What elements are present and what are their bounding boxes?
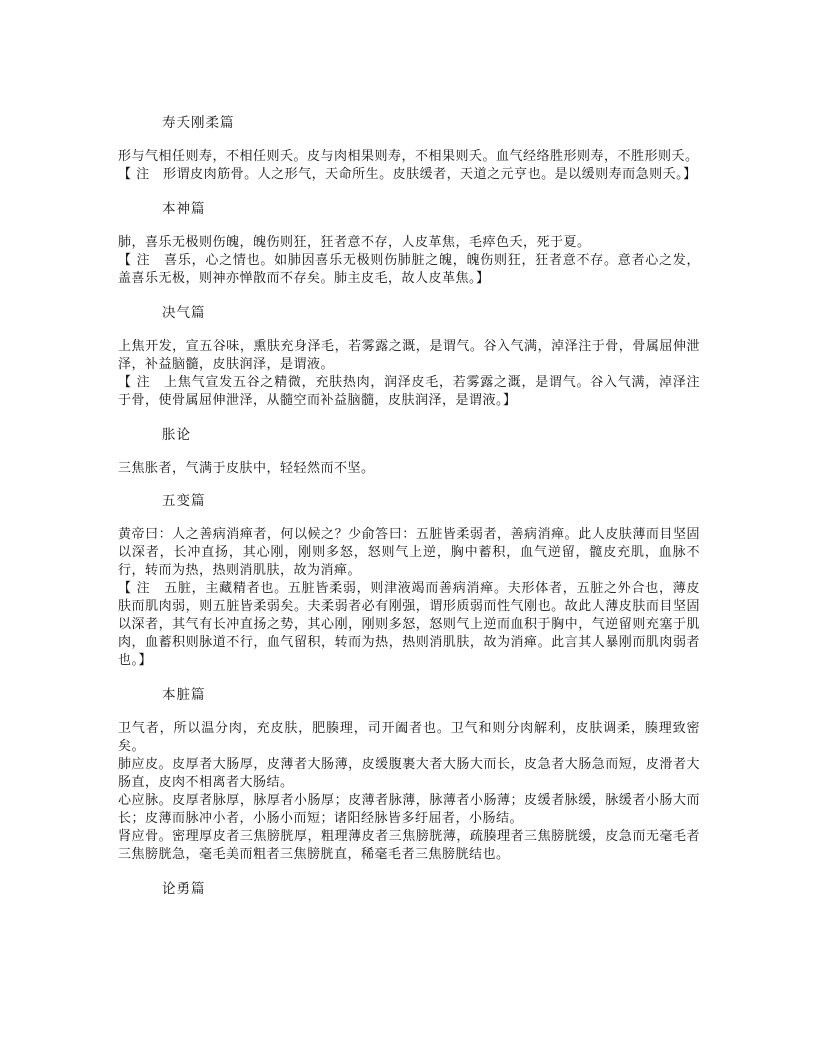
section-shouyao [118,112,700,184]
section-zhanglun [118,424,700,478]
section-heading: 本神篇 [162,201,206,217]
section-heading: 胀论 [162,427,191,443]
annotation-note: 【 注 五脏，主藏精者也。五脏皆柔弱，则津液竭而善病消瘅。夫形体者，五脏之外合也，薄皮肤而肌肉弱，则五脏皆柔弱矣。夫柔弱者必有刚强，谓形质弱而性气刚也。故此人薄皮肤而目坚固以深者，其气有长冲直扬之势，其心刚，刚则多怒，怒则气上逆而血积于胸中，气逆留则充塞于肌肉，血蓄积则脉道不行，血气留积，转而为热，热则消肌肤，故为消瘅。此言其人暴刚而肌肉弱者也。】 [118,581,700,668]
section-jueqi [118,302,700,410]
paragraph: 肾应骨。密理厚皮者三焦膀胱厚，粗理薄皮者三焦膀胱薄，疏腠理者三焦膀胱缓，皮急而无毫毛者三焦膀胱急，毫毛美而粗者三焦膀胱直，稀毫毛者三焦膀胱结也。 [118,829,700,862]
paragraph: 三焦胀者，气满于皮肤中，轻轻然而不坚。 [118,461,375,476]
section-heading: 寿夭刚柔篇 [162,115,235,131]
section-heading: 决气篇 [162,305,206,321]
paragraph: 卫气者，所以温分肉，充皮肤，肥腠理，司开阖者也。卫气和则分肉解利，皮肤调柔，腠理致密矣。 [118,721,700,754]
section-heading: 五变篇 [162,493,206,509]
annotation-note: 【 注 喜乐，心之情也。如肺因喜乐无极则伤肺脏之魄，魄伤则狂，狂者意不存。意者心之发，盖喜乐无极，则神亦惮散而不存矣。肺主皮毛，故人皮革焦。】 [118,253,700,286]
section-lunyong [118,878,700,900]
paragraph: 心应脉。皮厚者脉厚，脉厚者小肠厚；皮薄者脉薄，脉薄者小肠薄；皮缓者脉缓，脉缓者小肠大而长；皮薄而脉冲小者，小肠小而短；诸阳经脉皆多纡屈者，小肠结。 [118,793,700,826]
section-heading: 本脏篇 [162,687,206,703]
document-body [118,112,700,912]
paragraph: 肺应皮。皮厚者大肠厚，皮薄者大肠薄，皮缓腹裹大者大肠大而长，皮急者大肠急而短，皮滑者大肠直，皮肉不相离者大肠结。 [118,757,700,790]
paragraph: 肺，喜乐无极则伤魄，魄伤则狂，狂者意不存，人皮革焦，毛瘁色夭，死于夏。 [118,235,591,250]
paragraph: 黄帝曰：人之善病消瘅者，何以候之？少俞答曰：五脏皆柔弱者，善病消瘅。此人皮肤薄而目坚固以深者，长冲直扬，其心刚，刚则多怒，怒则气上逆，胸中蓄积，血气逆留，髋皮充肌，血脉不行，转而为热，热则消肌肤，故为消瘅。 [118,527,700,578]
section-benshen [118,198,700,288]
annotation-note: 【 注 形谓皮肉筋骨。人之形气，天命所生。皮肤缓者，天道之元亨也。是以缓则寿而急则夭。】 [118,167,697,182]
section-wubian [118,490,700,670]
paragraph: 形与气相任则寿，不相任则夭。皮与肉相果则寿，不相果则夭。血气经络胜形则寿，不胜形则夭。 [118,149,699,164]
annotation-note: 【 注 上焦气宣发五谷之精微，充肤热肉，润泽皮毛，若雾露之溉，是谓气。谷入气满，淖泽注于骨，使骨属屈伸泄泽，从髓空而补益脑髓，皮肤润泽，是谓液。】 [118,375,700,408]
paragraph: 上焦开发，宣五谷味，熏肤充身泽毛，若雾露之溉，是谓气。谷入气满，淖泽注于骨，骨属屈伸泄泽，补益脑髓，皮肤润泽，是谓液。 [118,339,700,372]
section-heading: 论勇篇 [162,881,206,897]
section-benzang [118,684,700,864]
